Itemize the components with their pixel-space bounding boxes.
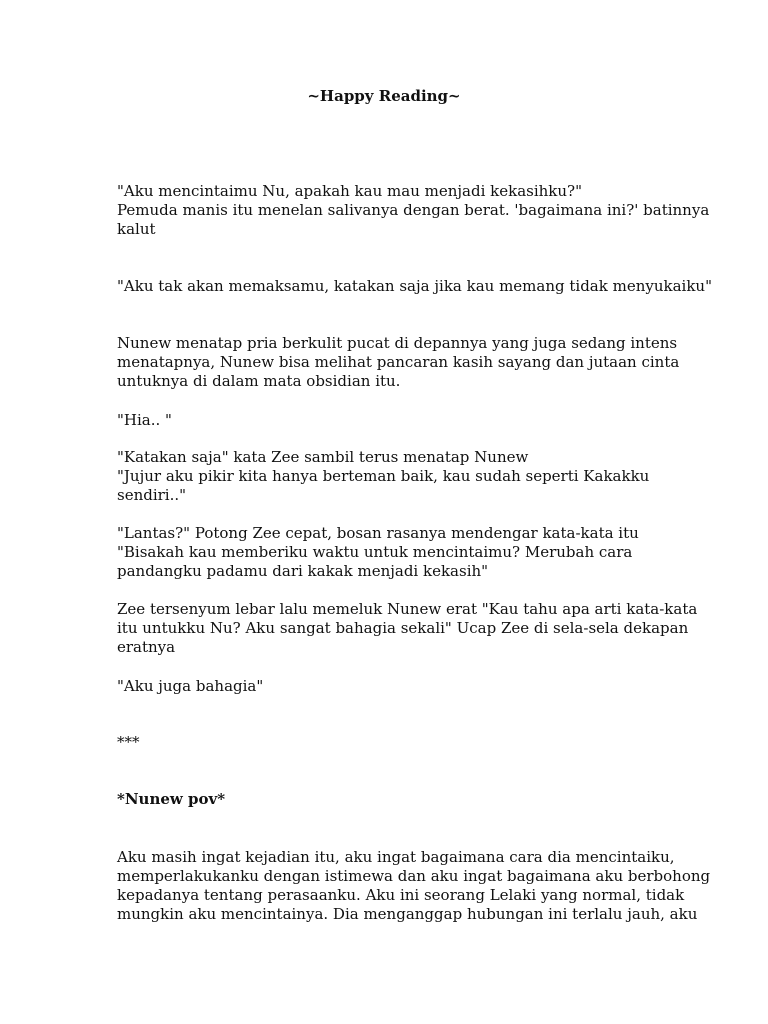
text-line: memperlakukanku dengan istimewa dan aku ingat bagaimana aku berbohong bbox=[117, 867, 711, 885]
text-line: "Bisakah kau memberiku waktu untuk mencintaimu? Merubah cara bbox=[117, 543, 633, 561]
paragraph bbox=[117, 524, 639, 581]
text-line: eratnya bbox=[117, 638, 176, 656]
text-line: untuknya di dalam mata obsidian itu. bbox=[117, 372, 401, 390]
text-line: "Katakan saja" kata Zee sambil terus menatap Nunew bbox=[117, 448, 529, 466]
paragraph bbox=[117, 677, 263, 696]
section-heading bbox=[117, 790, 225, 809]
text-line: Aku masih ingat kejadian itu, aku ingat bagaimana cara dia mencintaiku, bbox=[117, 848, 675, 866]
paragraph bbox=[117, 277, 712, 296]
text-line: "Aku mencintaimu Nu, apakah kau mau menjadi kekasihku?" bbox=[117, 182, 582, 200]
text-line: itu untukku Nu? Aku sangat bahagia sekali" Ucap Zee di sela-sela dekapan bbox=[117, 619, 689, 637]
text-line: Pemuda manis itu menelan salivanya dengan berat. 'bagaimana ini?' batinnya bbox=[117, 201, 710, 219]
heading-text: *Nunew pov* bbox=[117, 790, 226, 808]
text-line: mungkin aku mencintainya. Dia menganggap hubungan ini terlalu jauh, aku bbox=[117, 905, 698, 923]
section-separator bbox=[117, 733, 140, 752]
paragraph bbox=[117, 600, 697, 657]
text-line: menatapnya, Nunew bisa melihat pancaran kasih sayang dan jutaan cinta bbox=[117, 353, 680, 371]
text-line: Zee tersenyum lebar lalu memeluk Nunew erat "Kau tahu apa arti kata-kata bbox=[117, 600, 698, 618]
text-line: sendiri.." bbox=[117, 486, 187, 504]
text-line: "Aku tak akan memaksamu, katakan saja jika kau memang tidak menyukaiku" bbox=[117, 277, 712, 295]
text-line: "Aku juga bahagia" bbox=[117, 677, 264, 695]
paragraph bbox=[117, 848, 710, 924]
document-title: ~Happy Reading~ bbox=[307, 87, 461, 105]
paragraph bbox=[117, 334, 679, 391]
paragraph bbox=[117, 448, 649, 505]
text-line: Nunew menatap pria berkulit pucat di depannya yang juga sedang intens bbox=[117, 334, 678, 352]
text-line: "Hia.. " bbox=[117, 411, 172, 429]
text-line: kalut bbox=[117, 220, 156, 238]
text-line: kepadanya tentang perasaanku. Aku ini seorang Lelaki yang normal, tidak bbox=[117, 886, 685, 904]
text-line: pandangku padamu dari kakak menjadi kekasih" bbox=[117, 562, 489, 580]
text-line: "Lantas?" Potong Zee cepat, bosan rasanya mendengar kata-kata itu bbox=[117, 524, 639, 542]
text-line: *** bbox=[117, 733, 140, 751]
paragraph bbox=[117, 411, 172, 430]
text-line: "Jujur aku pikir kita hanya berteman baik, kau sudah seperti Kakakku bbox=[117, 467, 650, 485]
paragraph bbox=[117, 182, 709, 239]
